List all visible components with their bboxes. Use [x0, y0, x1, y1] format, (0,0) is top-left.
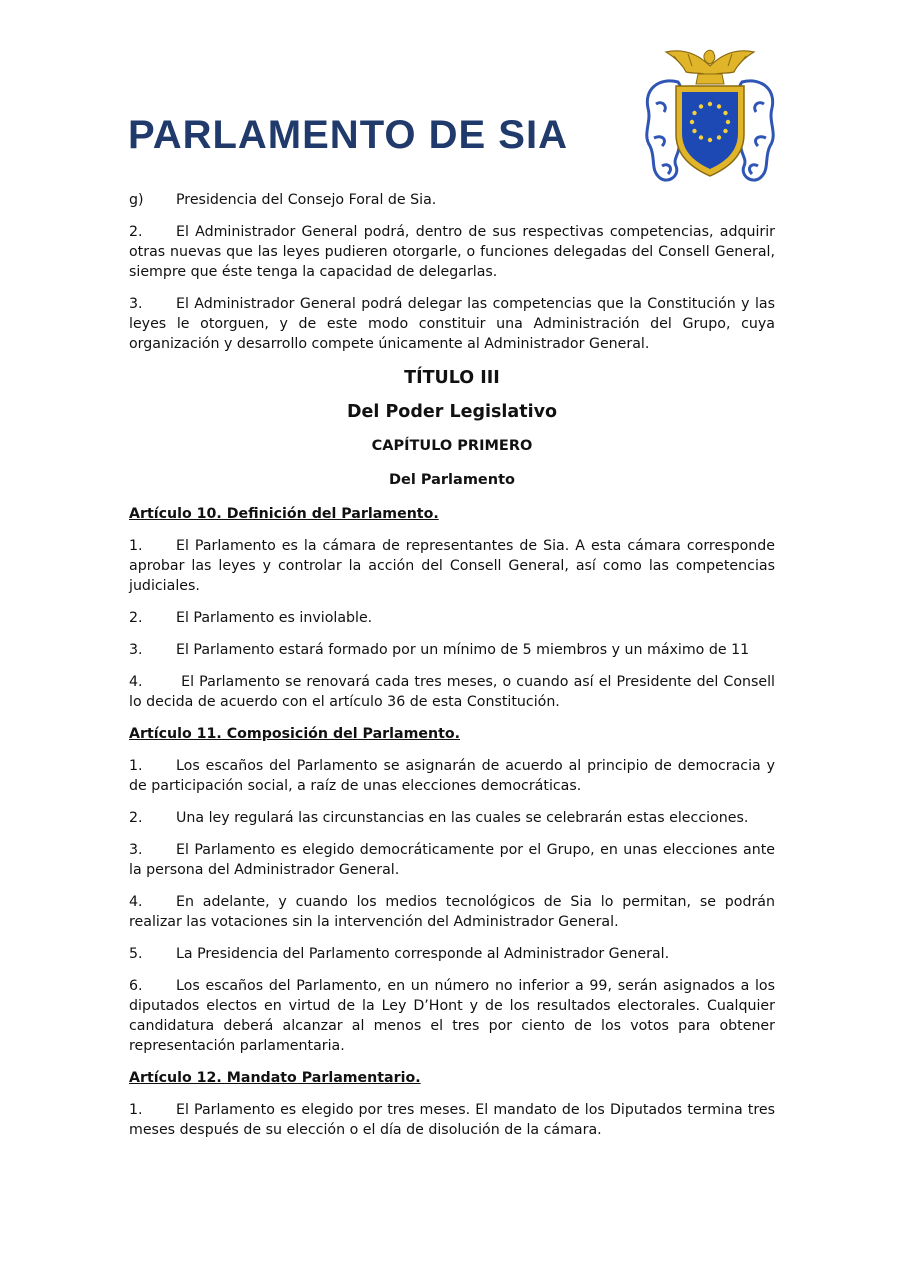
paragraph-text: El Parlamento es la cámara de representantes de Sia. A esta cámara corresponde aprobar las leyes y controlar la acción del Consell General, así como las competencias judiciales. [129, 538, 775, 594]
paragraph-number: 1. [129, 538, 143, 554]
capitulo-name: Del Parlamento [389, 472, 515, 488]
paragraph-number: 3. [129, 296, 143, 312]
paragraph-text: La Presidencia del Parlamento corresponde al Administrador General. [176, 946, 670, 962]
paragraph-text: El Parlamento es inviolable. [176, 610, 373, 626]
article-paragraph [129, 756, 775, 796]
coat-of-arms-icon [638, 42, 782, 186]
paragraph-text: El Administrador General podrá delegar las competencias que la Constitución y las leyes le otorguen, y de este modo constituir una Administración del Grupo, cuya organización y desarrollo compete únicamente al Administrador General. [129, 296, 775, 352]
paragraph-number: g) [129, 192, 144, 208]
article-paragraph [129, 608, 775, 628]
article-paragraph [129, 840, 775, 880]
paragraph-number: 3. [129, 642, 143, 658]
paragraph-text: Presidencia del Consejo Foral de Sia. [176, 192, 437, 208]
paragraph-number: 6. [129, 978, 143, 994]
paragraph-number: 1. [129, 1102, 143, 1118]
document-header-title: PARLAMENTO DE SIA [128, 113, 568, 157]
document-body [129, 190, 775, 1152]
article-paragraph [129, 944, 775, 964]
paragraph-text: El Parlamento se renovará cada tres meses, o cuando así el Presidente del Consell lo decida de acuerdo con el artículo 36 de esta Constitución. [129, 674, 775, 710]
paragraph-number: 1. [129, 758, 143, 774]
article-heading: Artículo 12. Mandato Parlamentario. [129, 1070, 421, 1086]
paragraph-number: 3. [129, 842, 143, 858]
titulo-heading: TÍTULO III [404, 368, 500, 388]
intro-paragraph [129, 190, 775, 210]
intro-paragraph [129, 294, 775, 354]
paragraph-number: 4. [129, 894, 143, 910]
article-heading: Artículo 11. Composición del Parlamento. [129, 726, 460, 742]
article-paragraph [129, 1100, 775, 1140]
article-paragraph [129, 976, 775, 1056]
article-paragraph [129, 672, 775, 712]
titulo-name: Del Poder Legislativo [346, 402, 558, 422]
paragraph-number: 2. [129, 224, 143, 240]
paragraph-number: 5. [129, 946, 143, 962]
paragraph-text: Los escaños del Parlamento, en un número no inferior a 99, serán asignados a los diputados electos en virtud de la Ley D’Hont y de los resultados electorales. Cualquier candidatura deberá alcanzar al menos el tres por ciento de los votos para obtener representación parlamentaria. [129, 978, 775, 1054]
paragraph-number: 2. [129, 810, 143, 826]
paragraph-text: El Administrador General podrá, dentro de sus respectivas competencias, adquirir otras nuevas que las leyes pudieren otorgarle, o funciones delegadas del Consell General, siempre que éste tenga la capacidad de delegarlas. [129, 224, 775, 280]
paragraph-text: El Parlamento es elegido por tres meses. El mandato de los Diputados termina tres meses después de su elección o el día de disolución de la cámara. [129, 1102, 775, 1138]
paragraph-number: 4. [129, 674, 143, 690]
paragraph-text: En adelante, y cuando los medios tecnológicos de Sia lo permitan, se podrán realizar las votaciones sin la intervención del Administrador General. [129, 894, 775, 930]
article-paragraph [129, 640, 775, 660]
paragraph-text: Una ley regulará las circunstancias en las cuales se celebrarán estas elecciones. [176, 810, 749, 826]
article-paragraph [129, 536, 775, 596]
capitulo-heading: CAPÍTULO PRIMERO [371, 438, 533, 454]
intro-paragraph [129, 222, 775, 282]
article-heading: Artículo 10. Definición del Parlamento. [129, 506, 439, 522]
article-paragraph [129, 808, 775, 828]
paragraph-text: Los escaños del Parlamento se asignarán de acuerdo al principio de democracia y de participación social, a raíz de unas elecciones democráticas. [129, 758, 775, 794]
paragraph-text: El Parlamento estará formado por un mínimo de 5 miembros y un máximo de 11 [176, 642, 750, 658]
paragraph-number: 2. [129, 610, 143, 626]
paragraph-text: El Parlamento es elegido democráticamente por el Grupo, en unas elecciones ante la persona del Administrador General. [129, 842, 775, 878]
article-paragraph [129, 892, 775, 932]
